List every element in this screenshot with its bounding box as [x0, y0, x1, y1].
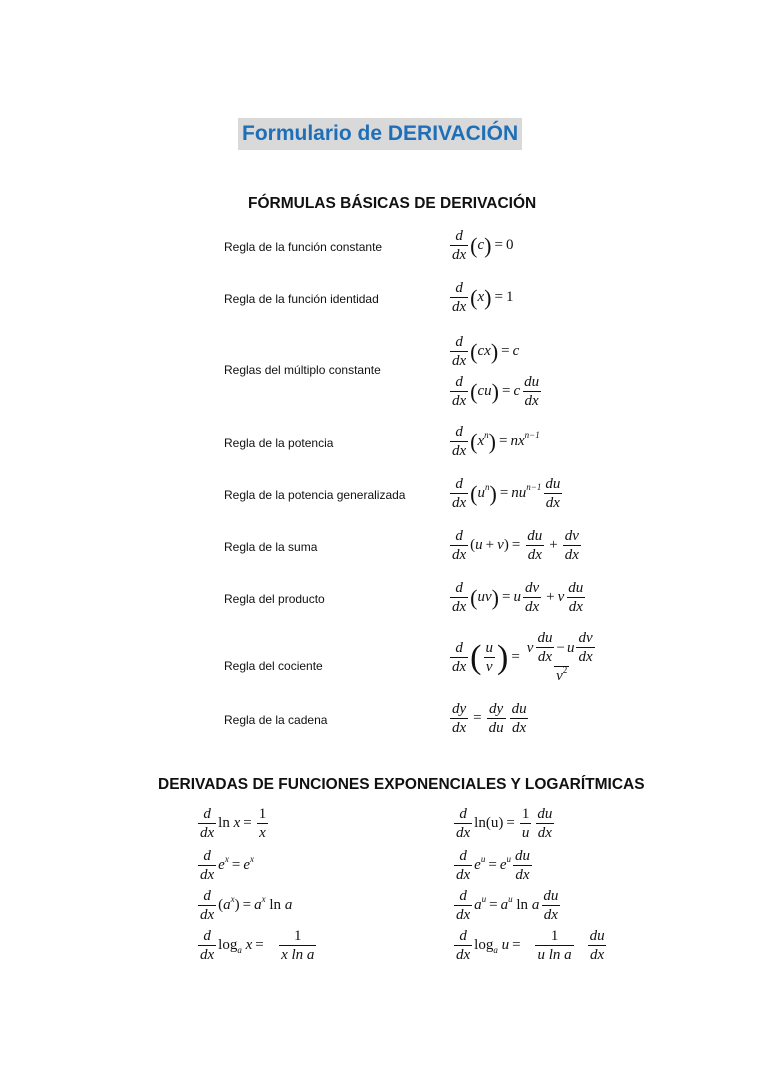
formula-constant-multiple-2: $\frac{d}{dx}$ ( cu ) = c $\frac{du}{dx}$: [452, 374, 540, 409]
formula-product: $\frac{d}{dx}$ ( uv ) = u $\frac{dv}{dx}$ + v $\frac{du}{dx}$: [452, 580, 584, 615]
formula-ln-x: $\frac{d}{dx}$ ln x = $\frac{1}{x}$: [200, 806, 267, 841]
rule-label: Regla de la potencia: [224, 436, 334, 450]
formula-chain: $\frac{dy}{dx}$ = $\frac{dy}{du}$ $\frac{du}{dx}$: [452, 701, 527, 736]
formula-constant-multiple-1: $\frac{d}{dx}$ ( cx ) = c: [452, 334, 520, 369]
rule-label: Regla de la potencia generalizada: [224, 488, 406, 502]
page-title: Formulario de DERIVACIÓN: [238, 118, 522, 150]
formula-log-a-u: $\frac{d}{dx}$ log a u = $\frac{1}{\text{u ln a}}$ $\frac{du}{dx}$: [456, 928, 605, 963]
formula-exp-u: $\frac{d}{dx}$ e u = e u $\frac{du}{dx}$: [456, 848, 530, 883]
formula-sum: $\frac{d}{dx}$ ( u + v ) = $\frac{du}{dx}$ + $\frac{dv}{dx}$: [452, 528, 579, 563]
formula-log-a-x: $\frac{d}{dx}$ log a x = $\frac{1}{\text{x ln a}}$: [200, 928, 315, 963]
formula-power: $\frac{d}{dx}$ ( x n ) = nx n−1: [452, 424, 540, 459]
formula-quotient: $\frac{d}{dx}$ ( $\frac{u}{v}$ ) = v $\frac{du}{dx}$ − u $\frac{dv}{dx}$ $v^2$: [452, 630, 593, 684]
formula-constant: $\frac{d}{dx}$ ( c ) = 0: [452, 228, 514, 263]
rule-label: Regla del producto: [224, 592, 325, 606]
formula-generalized-power: $\frac{d}{dx}$ ( u n ) = nu n−1 $\frac{du}{dx}$: [452, 476, 561, 511]
rule-label: Regla de la suma: [224, 540, 318, 554]
formula-ln-u: $\frac{d}{dx}$ ln(u) = $\frac{1}{u}$ $\frac{du}{dx}$: [456, 806, 553, 841]
formula-a-pow-u: $\frac{d}{dx}$ a u = a u ln a $\frac{du}{dx}$: [456, 888, 559, 923]
rule-label: Regla del cociente: [224, 659, 323, 673]
formula-exp-x: $\frac{d}{dx}$ e x = e x: [200, 848, 254, 883]
rule-label: Regla de la cadena: [224, 713, 328, 727]
rule-label: Regla de la función constante: [224, 240, 383, 254]
formula-a-pow-x: $\frac{d}{dx}$ ( a x ) = a x ln a: [200, 888, 293, 923]
section-heading-explog: DERIVADAS DE FUNCIONES EXPONENCIALES Y LOGARÍTMICAS: [158, 776, 645, 793]
rule-label: Regla de la función identidad: [224, 292, 379, 306]
formula-identity: $\frac{d}{dx}$ ( x ) = 1: [452, 280, 514, 315]
rule-label: Reglas del múltiplo constante: [224, 363, 381, 377]
section-heading-basic: FÓRMULAS BÁSICAS DE DERIVACIÓN: [248, 195, 537, 212]
